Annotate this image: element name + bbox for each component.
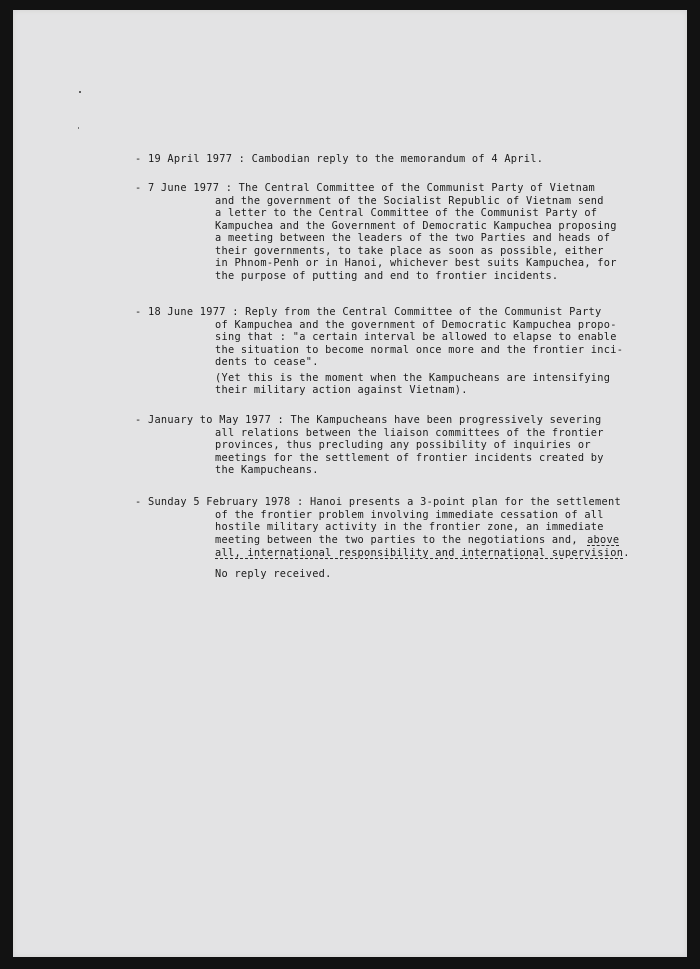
entry-line: meetings for the settlement of frontier incidents created by <box>215 452 604 464</box>
entry-line: hostile military activity in the frontier zone, an immediate <box>215 521 604 533</box>
entry-line: - 18 June 1977 : Reply from the Central Committee of the Communist Party <box>135 306 602 318</box>
paper-speck <box>78 127 79 129</box>
no-reply-note: No reply received. <box>215 568 332 580</box>
entry-line: provinces, thus precluding any possibility of inquiries or <box>215 439 591 451</box>
entry-line: in Phnom-Penh or in Hanoi, whichever best suits Kampuchea, for <box>215 257 617 269</box>
entry-line: - January to May 1977 : The Kampucheans have been progressively severing <box>135 414 602 426</box>
entry-line-underlined <box>215 547 630 559</box>
paper-speck <box>79 91 81 93</box>
entry-line: their military action against Vietnam). <box>215 384 468 396</box>
trailing-period: . <box>623 547 630 559</box>
entry-line: their governments, to take place as soon as possible, either <box>215 245 604 257</box>
entry-line: (Yet this is the moment when the Kampucheans are intensifying <box>215 372 611 384</box>
entry-line: the situation to become normal once more and the frontier inci- <box>215 344 624 356</box>
entry-line: sing that : "a certain interval be allowed to elapse to enable <box>215 331 617 343</box>
entry-line: - 7 June 1977 : The Central Committee of the Communist Party of Vietnam <box>135 182 596 194</box>
entry-line: the Kampucheans. <box>215 464 319 476</box>
document-page <box>13 10 687 957</box>
entry-line: of Kampuchea and the government of Democratic Kampuchea propo- <box>215 319 617 331</box>
entry-line: meeting between the two parties to the negotiations and, <box>215 534 578 546</box>
entry-line: Kampuchea and the Government of Democratic Kampuchea proposing <box>215 220 617 232</box>
entry-line: the purpose of putting and end to frontier incidents. <box>215 270 559 282</box>
entry-line: of the frontier problem involving immediate cessation of all <box>215 509 604 521</box>
entry-line: a letter to the Central Committee of the Communist Party of <box>215 207 598 219</box>
entry-line: all relations between the liaison committees of the frontier <box>215 427 604 439</box>
underlined-phrase: all, international responsibility and international supervision <box>215 547 624 559</box>
entry-line: dents to cease". <box>215 356 319 368</box>
entry-line: a meeting between the leaders of the two Parties and heads of <box>215 232 611 244</box>
entry-line: and the government of the Socialist Republic of Vietnam send <box>215 195 604 207</box>
underlined-word: above <box>587 534 620 546</box>
entry-line: - 19 April 1977 : Cambodian reply to the memorandum of 4 April. <box>135 153 544 165</box>
entry-line: - Sunday 5 February 1978 : Hanoi presents a 3-point plan for the settlement <box>135 496 621 508</box>
